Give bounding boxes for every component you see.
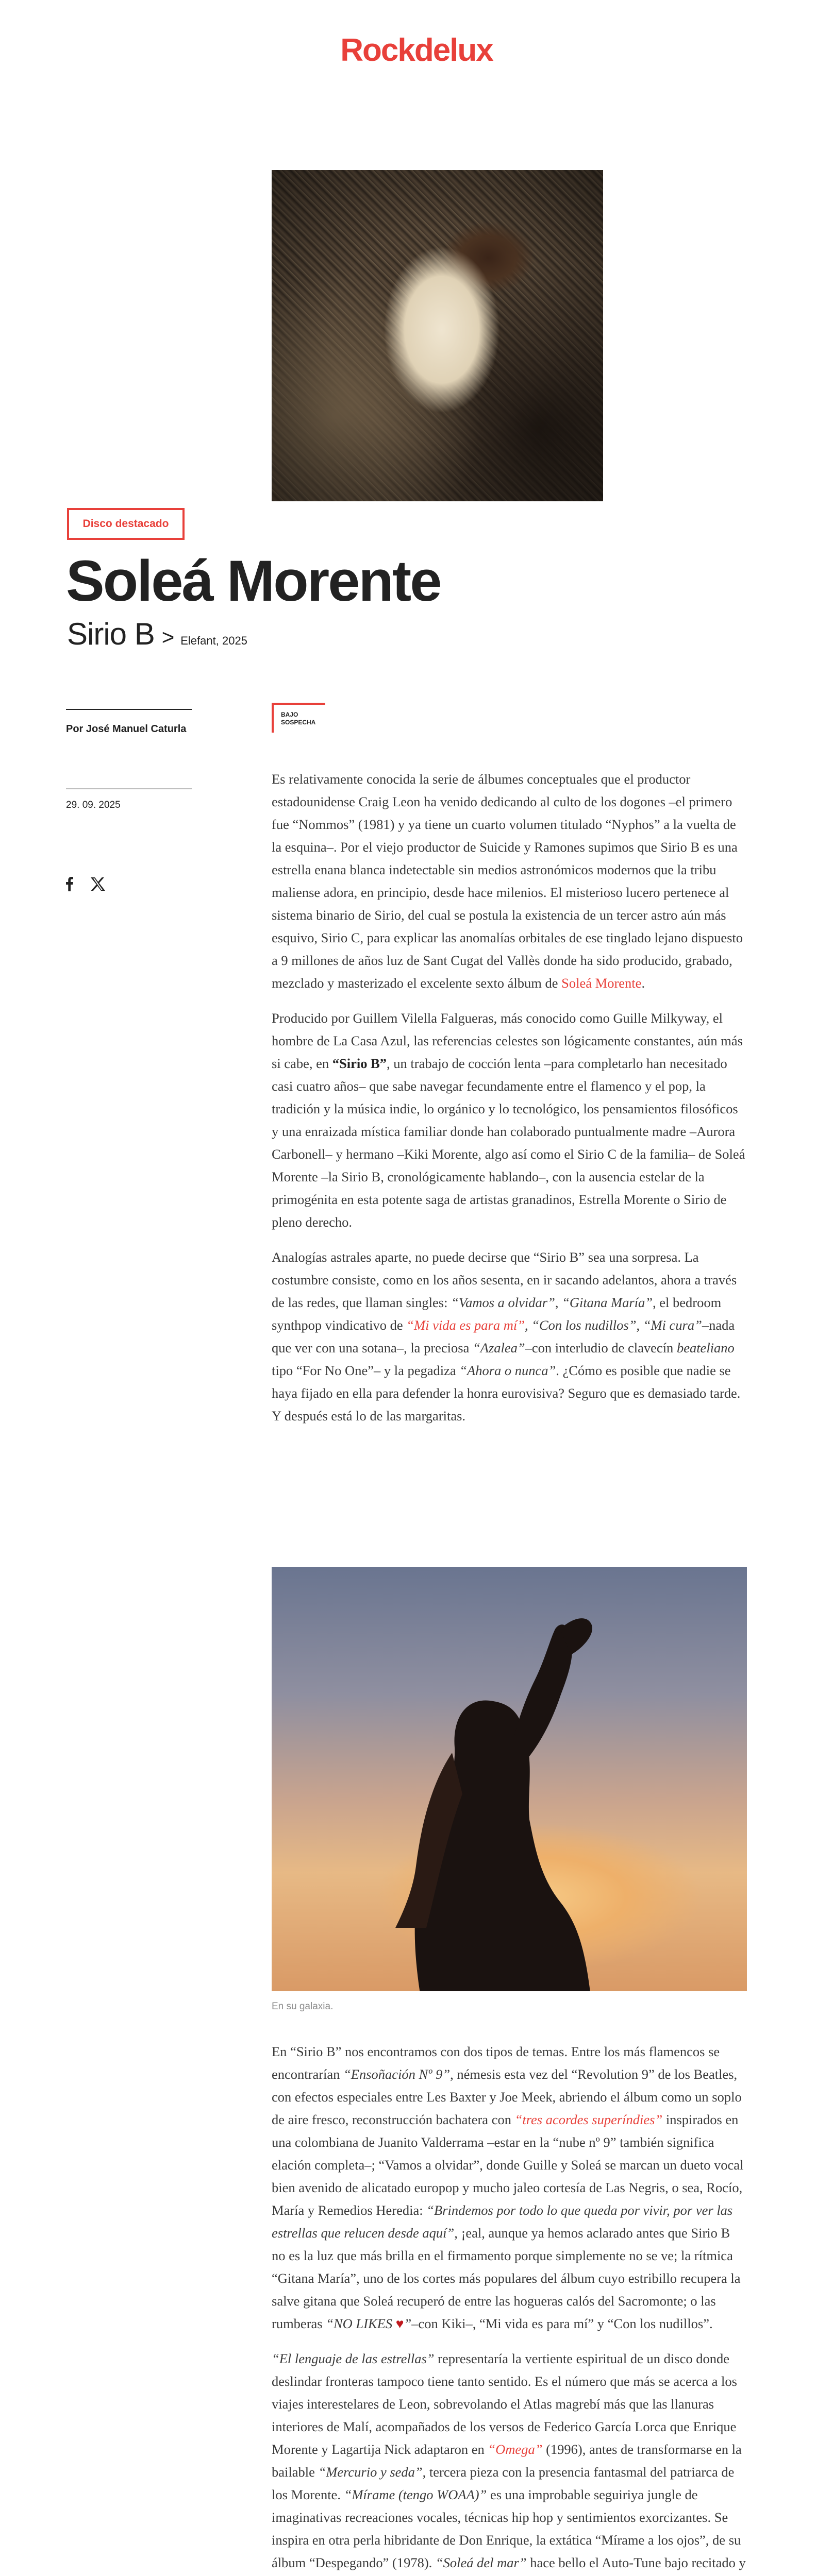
- paragraph-5: “El lenguaje de las estrellas” representaría la vertiente espiritual de un disco donde deslindar fronteras tampoco tiene tanto sentido. Es el número que más se acerca a los viajes interestelares de Leon, sobrevolando el Atlas magrebí más que las llanuras interiores de Malí, acompañados de los versos de Federico García Lorca que Enrique Morente y Lagartija Nick adaptaron en “Omega” (1996), antes de transformarse en la bailable “Mercurio y seda”, tercera pieza con la presencia fantasmal del patriarca de los Morente. “Mírame (tengo WOAA)” es una improbable seguiriya jungle de imaginativas recreaciones vocales, técnicas hip hop y sentimientos exorcizantes. Se inspira en otra perla hibridante de Don Enrique, la extática “Mírame a los ojos”, de su álbum “Despegando” (1978). “Soleá del mar” hace bello el Auto-Tune bajo recitado y: [272, 2351, 746, 2570]
- featured-badge: Disco destacado: [67, 508, 185, 540]
- album-title: Sirio B: [67, 617, 155, 651]
- tres-acordes-link[interactable]: “tres acordes superíndies”: [514, 2112, 663, 2127]
- heart-icon: ♥: [395, 2316, 404, 2331]
- album-subtitle: [67, 616, 247, 652]
- sidebar-divider: [66, 788, 192, 789]
- author-byline[interactable]: Por José Manuel Caturla: [66, 723, 187, 735]
- x-icon[interactable]: [91, 877, 105, 891]
- section-tag-label: BAJO SOSPECHA: [281, 711, 316, 726]
- paragraph-3: Analogías astrales aparte, no puede decirse que “Sirio B” sea una sorpresa. La costumbre consiste, como en los años sesenta, en ir sacando adelantos, ahora a través de las redes, que llaman singles: “Vamos a olvidar”, “Gitana María”, el bedroom synthpop vindicativo de “Mi vida es para mí”, “Con los nudillos”, “Mi cura”–nada que ver con una sotana–, la preciosa “Azalea”–con interludio de clavecín beateliano tipo “For No One”– y la pegadiza “Ahora o nunca”. ¿Cómo es posible que nadie se haya fijado en ella para defender la honra eurovisiva? Seguro que es demasiado tarde. Y después está lo de las margaritas.: [272, 1249, 741, 1423]
- chevron-right-icon: >: [161, 625, 175, 649]
- photo-caption: En su galaxia.: [272, 2001, 334, 2012]
- album-label-year: Elefant, 2025: [180, 634, 247, 647]
- share-bar: [66, 877, 105, 891]
- paragraph-1: Es relativamente conocida la serie de álbumes conceptuales que el productor estadounidense Craig Leon ha venido dedicando al culto de los dogones –el primero fue “Nommos” (1981) y ya tiene un cuarto volumen titulado “Nyphos” a la vuelta de la esquina–. Por el viejo productor de Suicide y Ramones supimos que Sirio B es una estrella enana blanca indetectable sin medios astronómicos modernos que la tribu maliense adora, en principio, desde hace milenios. El misterioso lucero pertenece al sistema binario de Sirio, del cual se postula la existencia de un tercer astro aún más esquivo, Sirio C, para explicar las anomalías orbitales de ese tinglado lejano dispuesto a 9 millones de años luz de Sant Cugat del Vallès donde ha sido producido, grabado, mezclado y masterizado el excelente sexto álbum de Soleá Morente.: [272, 771, 743, 991]
- article-photo: [272, 1567, 747, 1991]
- publication-date: 29. 09. 2025: [66, 800, 121, 810]
- review-body-continued: [272, 2040, 747, 2576]
- sidebar-divider-top: [66, 709, 192, 710]
- facebook-icon[interactable]: [66, 877, 73, 891]
- artist-link[interactable]: Soleá Morente: [561, 975, 642, 991]
- section-tag[interactable]: [272, 703, 325, 733]
- album-cover-image: [272, 170, 603, 501]
- song-link-mi-vida[interactable]: “Mi vida es para mí”: [406, 1317, 525, 1333]
- review-body: [272, 768, 747, 1439]
- paragraph-4: En “Sirio B” nos encontramos con dos tipos de temas. Entre los más flamencos se encontrarían “Ensoñación Nº 9”, némesis esta vez del “Revolution 9” de los Beatles, con efectos especiales entre Les Baxter y Joe Meek, abriendo el álbum como un soplo de aire fresco, reconstrucción bachatera con “tres acordes superíndies” inspirados en una colombiana de Juanito Valderrama –estar en la “nube nº 9” también significa elación completa–; “Vamos a olvidar”, donde Guille y Soleá se marcan un dueto vocal bien avenido de alicatado europop y mucho jaleo cortesía de Las Negris, o sea, Rocío, María y Remedios Heredia: “Brindemos por todo lo que queda por vivir, por ver las estrellas que relucen desde aquí”, ¡eal, aunque ya hemos aclarado antes que Sirio B no es la luz que más brilla en el firmamento porque simplemente no se ve; la rítmica “Gitana María”, uno de los cortes más populares del álbum cuyo estribillo recupera la salve gitana que Soleá recuperó de entre las hogueras calós del Sacromonte; o las rumberas “NO LIKES ♥”–con Kiki–, “Mi vida es para mí” y “Con los nudillos”.: [272, 2044, 744, 2331]
- omega-link[interactable]: “Omega”: [488, 2442, 543, 2457]
- paragraph-2: Producido por Guillem Vilella Falgueras, más conocido como Guille Milkyway, el hombre de La Casa Azul, las referencias celestes son lógicamente constantes, aún más si cabe, en “Sirio B”, un trabajo de cocción lenta –para completarlo han necesitado casi cuatro años– que sabe navegar fecundamente entre el flamenco y el pop, la tradición y la música indie, lo orgánico y lo tecnológico, los pensamientos filosóficos y una enraizada mística familiar donde han colaborado puntualmente madre –Aurora Carbonell– y hermano –Kiki Morente, algo así como el Sirio C de la familia– de Soleá Morente –la Sirio B, cronológicamente hablando–, con la ausencia estelar de la primogénita en esta potente saga de artistas granadinos, Estrella Morente o Sirio de pleno derecho.: [272, 1010, 745, 1230]
- artist-title: Soleá Morente: [66, 549, 441, 613]
- site-logo[interactable]: Rockdelux: [340, 32, 493, 68]
- singer-silhouette: [364, 1598, 632, 1991]
